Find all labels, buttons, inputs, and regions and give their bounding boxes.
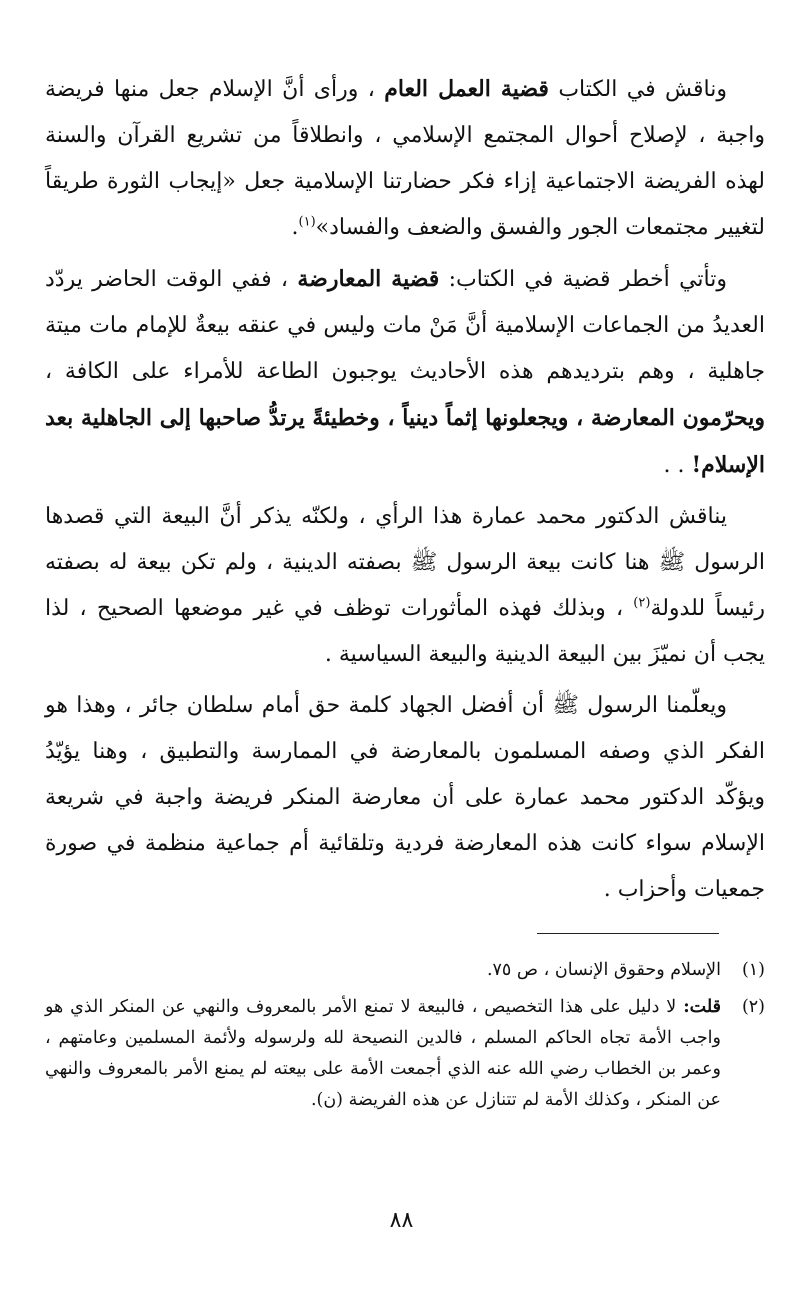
footnote-reference: (١)	[298, 214, 316, 230]
footnote-separator	[537, 933, 719, 934]
footnote-number: (١)	[741, 960, 765, 980]
emphasized-text: قلت:	[683, 997, 721, 1017]
footnote-text	[45, 992, 721, 1116]
emphasized-text: ويحرّمون المعارضة ، ويجعلونها إثماً دينياً ، وخطيئةً يرتدُّ صاحبها إلى الجاهلية بعد الإسلام!	[45, 405, 765, 478]
emphasized-text: قضية المعارضة	[297, 266, 440, 292]
footnote-2	[45, 992, 765, 1116]
text-run: الإسلام وحقوق الإنسان ، ص ٧٥.	[486, 960, 721, 980]
page-number: ٨٨	[389, 1208, 414, 1233]
paragraph-1	[45, 66, 765, 251]
text-run: ويعلّمنا الرسول ﷺ أن أفضل الجهاد كلمة حق أمام سلطان جائر ، وهذا هو الفكر الذي وصفه المسلمون بالمعارضة في الممارسة والتطبيق ، وهنا يؤيّدُ ويؤكّد الدكتور محمد عمارة على أن معارضة المنكر فريضة واجبة في شريعة الإسلام سواء كانت هذه المعارضة فردية وتلقائية أم جماعية منظمة في صورة جمعيات وأحزاب .	[45, 693, 765, 902]
text-run: وناقش في الكتاب	[548, 77, 727, 102]
paragraph-2	[45, 256, 765, 489]
text-run: يناقش الدكتور محمد عمارة هذا الرأي ، ولكنّه يذكر أنَّ البيعة التي قصدها الرسول ﷺ هنا كانت بيعة الرسول ﷺ بصفته الدينية ، ولم تكن بيعة له بصفته رئيساً للدولة	[45, 504, 766, 621]
text-run: وتأتي أخطر قضية في الكتاب:	[439, 267, 727, 292]
main-text	[45, 66, 765, 918]
paragraph-4	[45, 683, 765, 913]
text-run: لا دليل على هذا التخصيص ، فالبيعة لا تمنع الأمر بالمعروف والنهي عن المنكر الذي هو واجب الأمة تجاه الحاكم المسلم ، فالدين النصيحة لله ولرسوله ولأئمة المسلمين وعامتهم ، وعمر بن الخطاب رضي الله عنه الذي أجمعت الأمة على بيعته لم يمنع الأمر بالمعروف والنهي عن المنكر ، وكذلك الأمة لم تتنازل عن هذه الفريضة (ن).	[45, 997, 721, 1110]
text-run: ، وبذلك فهذه المأثورات توظف في غير موضعها الصحيح ، لذا يجب أن نميّزَ بين البيعة الدينية والبيعة السياسية .	[45, 596, 765, 667]
text-run: .	[291, 215, 299, 240]
emphasized-text: قضية العمل العام	[384, 76, 549, 102]
footnotes	[45, 955, 765, 1122]
text-run: . .	[663, 453, 692, 478]
footnote-text	[45, 955, 721, 986]
footnote-number: (٢)	[741, 997, 765, 1017]
footnote-reference: (٢)	[633, 595, 651, 611]
paragraph-3	[45, 494, 765, 678]
text-run: ، ففي الوقت الحاضر يردّد العديدُ من الجماعات الإسلامية أنَّ مَنْ مات وليس في عنقه بيعةٌ للإمام مات ميتة جاهلية ، وهم بترديدهم هذه الأحاديث يوجبون الطاعة للأمراء على الكافة ،	[45, 267, 765, 384]
footnote-1	[45, 955, 765, 986]
text-run: ، ورأى أنَّ الإسلام جعل منها فريضة واجبة ، لإصلاح أحوال المجتمع الإسلامي ، وانطلاقاً من تشريع القرآن والسنة لهذه الفريضة الاجتماعية إزاء فكر حضارتنا الإسلامية جعل «إيجاب الثورة طريقاً لتغيير مجتمعات الجور والفسق والضعف والفساد»	[45, 77, 765, 240]
